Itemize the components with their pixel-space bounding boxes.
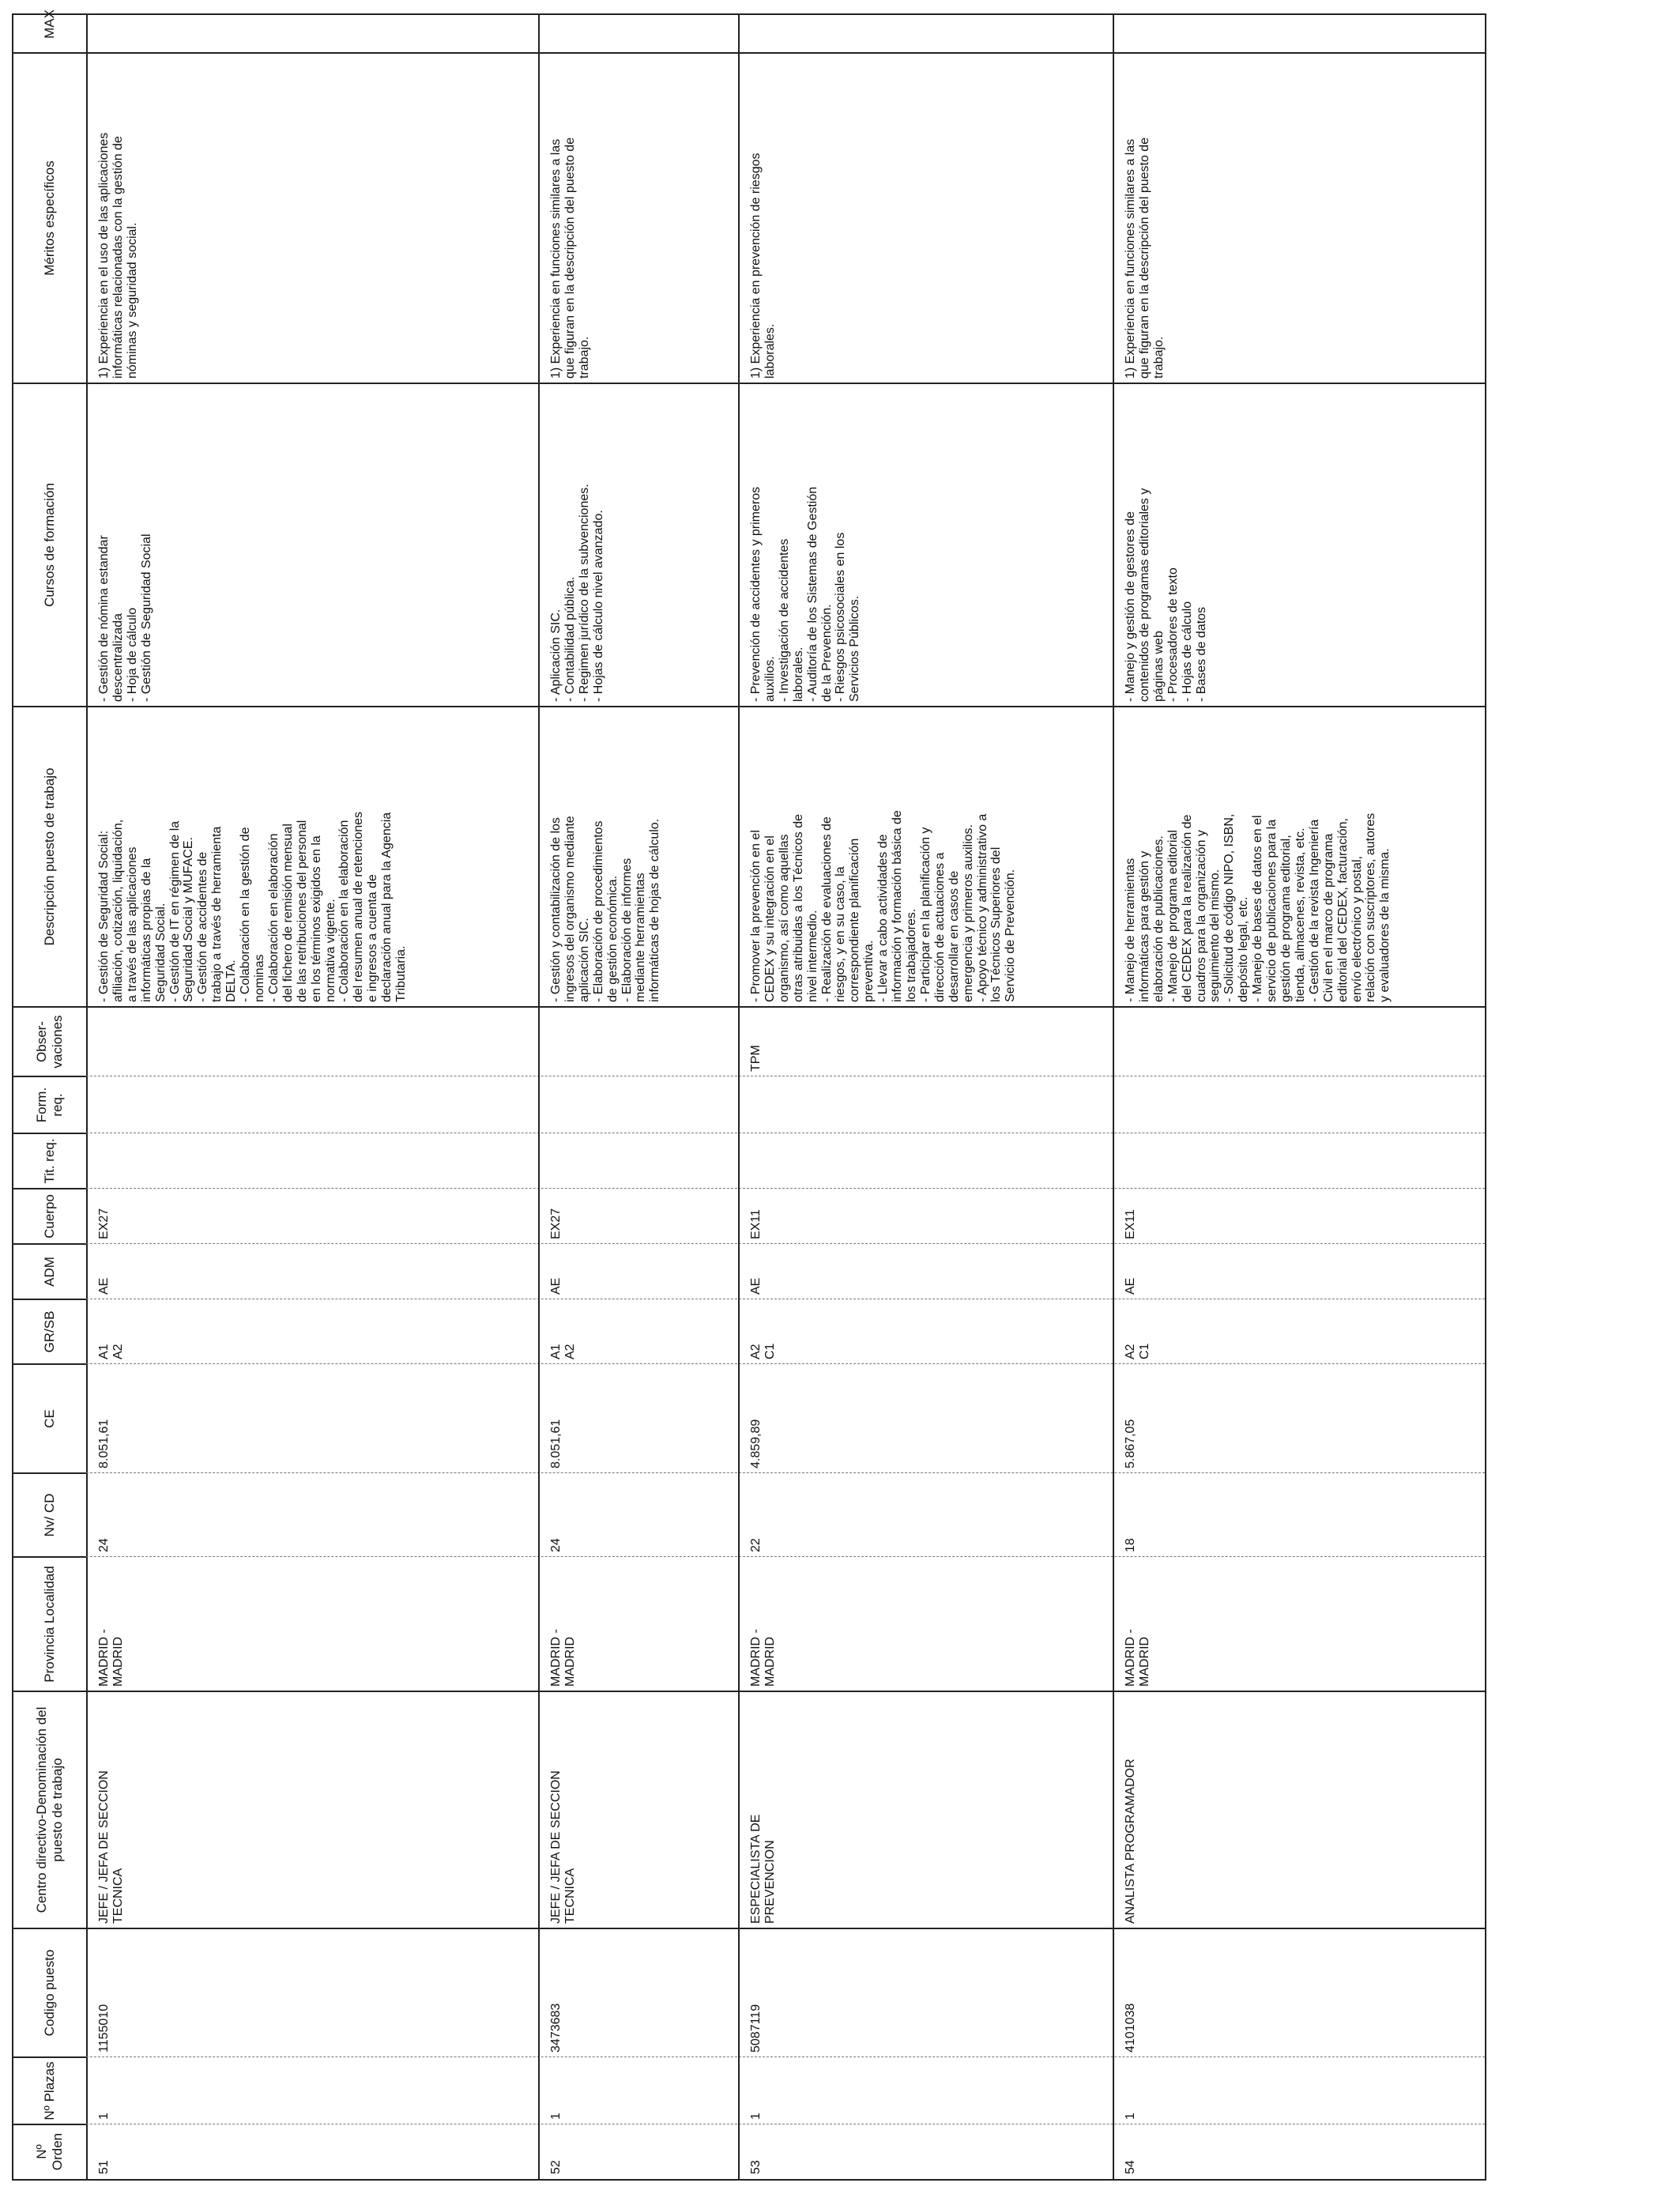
cell-descripcion: - Gestión de Seguridad Social: afiliación, cotización, liquidación, a través de las aplicaciones informáticas propias de la Seguridad Social. - Gestión de IT en régimen de la Seguridad Social y MUFACE. - Gestión de accidentes de trabajo a través de herramienta DELTA. - Colaboración en la gestión de nominas - Colaboración en elaboración del fichero de remisión mensual de las retribuciones del personal en los términos exigidos en la normativa vigente. - Colaboración en la elaboración del resumen anual de retenciones e ingresos a cuenta de declaración anual para la Agencia Tributaria.	[97, 811, 409, 1002]
column-divider	[13, 1556, 86, 1558]
cell-cursos: - Manejo y gestión de gestores de contenidos de programas editoriales y páginas web - Procesadores de texto - Hojas de cálculo - Bases de datos	[1124, 488, 1208, 702]
column-divider	[13, 2124, 86, 2125]
cell-meritos: 1) Experiencia en prevención de riesgos laborales.	[749, 153, 777, 379]
column-divider	[13, 1472, 86, 1474]
cell-grsb: A1 A2	[549, 1344, 577, 1359]
cell-obs: TPM	[749, 1045, 763, 1072]
header-cuerpo: Cuerpo	[42, 1194, 58, 1238]
table-row	[538, 15, 738, 2179]
header-provincia: Provincia Localidad	[42, 1566, 58, 1683]
cell-codigo: 5087119	[749, 2004, 763, 2053]
header-row	[13, 9, 88, 2179]
header-meritos: Méritos específicos	[42, 160, 58, 276]
header-max: MAX	[42, 9, 58, 39]
header-form: Form. req.	[34, 1087, 65, 1123]
column-divider	[13, 1133, 86, 1134]
cell-adm: AE	[749, 1277, 763, 1295]
column-divider	[13, 1243, 86, 1245]
header-grsb: GR/SB	[42, 1310, 58, 1353]
cell-orden: 52	[549, 2160, 563, 2174]
column-divider	[13, 1363, 86, 1365]
positions-table	[12, 9, 1486, 2181]
cell-grsb: A1 A2	[97, 1344, 125, 1359]
cell-orden: 54	[1124, 2160, 1137, 2174]
cell-descripcion: - Manejo de herramientas informáticas para gestión y elaboración de publicaciones. - Manejo de programa editorial del CEDEX para la realización de cuadros para la organización y seguimiento del mismo. - Solicitud de código NIPO, ISBN, depósito legal, etc. - Manejo de bases de datos en el servicio de publicaciones para la gestión de programa editorial, tienda, almacenes, revista, etc. - Gestión de la revista Ingeniería Civil en el marco de programa editorial del CEDEX, facturación, envío electrónico y postal, relación con suscriptores, autores y evaluadores de la misma.	[1124, 812, 1392, 1002]
cell-cuerpo: EX11	[749, 1209, 763, 1239]
header-adm: ADM	[42, 1257, 58, 1287]
cell-plazas: 1	[1124, 2113, 1137, 2120]
header-nivel: Nv/ CD	[42, 1493, 58, 1537]
cell-provincia: MADRID - MADRID	[549, 1629, 577, 1687]
cell-descripcion: - Gestión y contabilización de los ingresos del organismo mediante aplicación SIC. - Elaboración de procedimientos de gestión económica. - Elaboración de informes mediante herramientas informáticas de hojas de cálculo.	[549, 816, 662, 1002]
cell-centro: ANALISTA PROGRAMADOR	[1124, 1759, 1137, 1924]
cell-cuerpo: EX11	[1124, 1209, 1137, 1239]
cell-adm: AE	[549, 1277, 563, 1295]
table-row	[86, 15, 538, 2179]
row-separator	[538, 15, 540, 2179]
cell-cuerpo: EX27	[549, 1208, 563, 1239]
cell-meritos: 1) Experiencia en el uso de las aplicaciones informáticas relacionadas con la gestión de nóminas y seguridad social.	[97, 132, 139, 379]
cell-nivel: 24	[97, 1538, 111, 1552]
header-ce: CE	[42, 1409, 58, 1428]
cell-codigo: 4101038	[1124, 2003, 1137, 2053]
header-obs: Obser-vaciones	[34, 1015, 65, 1069]
header-orden: Nº Orden	[34, 2132, 65, 2171]
cell-adm: AE	[1124, 1277, 1137, 1295]
cell-ce: 5.867,05	[1124, 1419, 1137, 1468]
column-divider	[13, 1076, 86, 1077]
cell-cursos: - Aplicación SIC. - Contabilidad pública. - Regimen jurídico de la subvenciones. - Hojas de cálculo nivel avanzado.	[549, 484, 605, 702]
cell-cuerpo: EX27	[97, 1208, 111, 1239]
cell-ce: 8.051,61	[549, 1419, 563, 1468]
cell-orden: 51	[97, 2160, 111, 2174]
cell-plazas: 1	[749, 2113, 763, 2120]
cell-adm: AE	[97, 1277, 111, 1295]
cell-nivel: 22	[749, 1538, 763, 1552]
table-row	[738, 15, 1113, 2179]
header-centro: Centro directivo-Denominación del puesto de trabajo	[34, 1706, 65, 1913]
row-separator	[738, 15, 740, 2179]
header-descripcion: Descripción puesto de trabajo	[42, 767, 58, 946]
cell-centro: JEFE / JEFA DE SECCION TECNICA	[97, 1770, 125, 1924]
table-row	[1113, 15, 1485, 2179]
cell-ce: 4.859,89	[749, 1419, 763, 1468]
header-tit: Tit. req.	[42, 1138, 58, 1184]
cell-codigo: 1155010	[97, 2004, 111, 2053]
cell-nivel: 24	[549, 1538, 563, 1552]
cell-codigo: 3473683	[549, 2003, 563, 2053]
cell-meritos: 1) Experiencia en funciones similares a las que figuran en la descripción del puesto de trabajo.	[549, 137, 591, 379]
cell-plazas: 1	[97, 2113, 111, 2120]
cell-meritos: 1) Experiencia en funciones similares a las que figuran en la descripción del puesto de trabajo.	[1124, 137, 1166, 379]
cell-descripcion: - Promover la prevención en el CEDEX y su integración en el organismo, así como aquellas otras atribuidas a los Técnicos de nivel intermedio. - Realización de evaluaciones de riesgos, y en su caso, la correspondiente planificación preventiva. - Llevar a cabo actividades de información y formación básica de los trabajadores. - Participar en la planificación y dirección de actuaciones a desarrollar en casos de emergencia y primeros auxilios. - Apoyo técnico y administrativo a los Técnicos Superiores del Servicio de Prevención.	[749, 810, 1018, 1002]
header-codigo: Codigo puesto	[42, 1949, 58, 2037]
cell-grsb: A2 C1	[749, 1343, 777, 1359]
cell-nivel: 18	[1124, 1538, 1137, 1552]
header-plazas: Nº Plazas	[42, 2061, 58, 2120]
row-separator	[1113, 15, 1114, 2179]
cell-provincia: MADRID - MADRID	[1124, 1629, 1151, 1687]
header-cursos: Cursos de formación	[42, 483, 58, 607]
column-divider	[13, 1188, 86, 1189]
cell-cursos: - Prevención de accidentes y primeros auxilios. - Investigación de accidentes laborales. - Auditoría de los Sistemas de Gestión de la Prevención. - Riesgos psicosociales en los Servicios Públicos.	[749, 486, 862, 702]
cell-provincia: MADRID - MADRID	[97, 1629, 125, 1687]
column-divider	[13, 2056, 86, 2058]
cell-plazas: 1	[549, 2113, 563, 2120]
cell-orden: 53	[749, 2160, 763, 2174]
cell-provincia: MADRID - MADRID	[749, 1629, 777, 1687]
column-divider	[13, 1299, 86, 1300]
cell-centro: JEFE / JEFA DE SECCION TECNICA	[549, 1770, 577, 1924]
cell-cursos: - Gestión de nómina estandar descentralizada - Hoja de cálculo - Gestión de Seguridad Social	[97, 533, 153, 702]
cell-ce: 8.051,61	[97, 1419, 111, 1468]
cell-centro: ESPECIALISTA DE PREVENCION	[749, 1814, 777, 1924]
cell-grsb: A2 C1	[1124, 1343, 1151, 1359]
